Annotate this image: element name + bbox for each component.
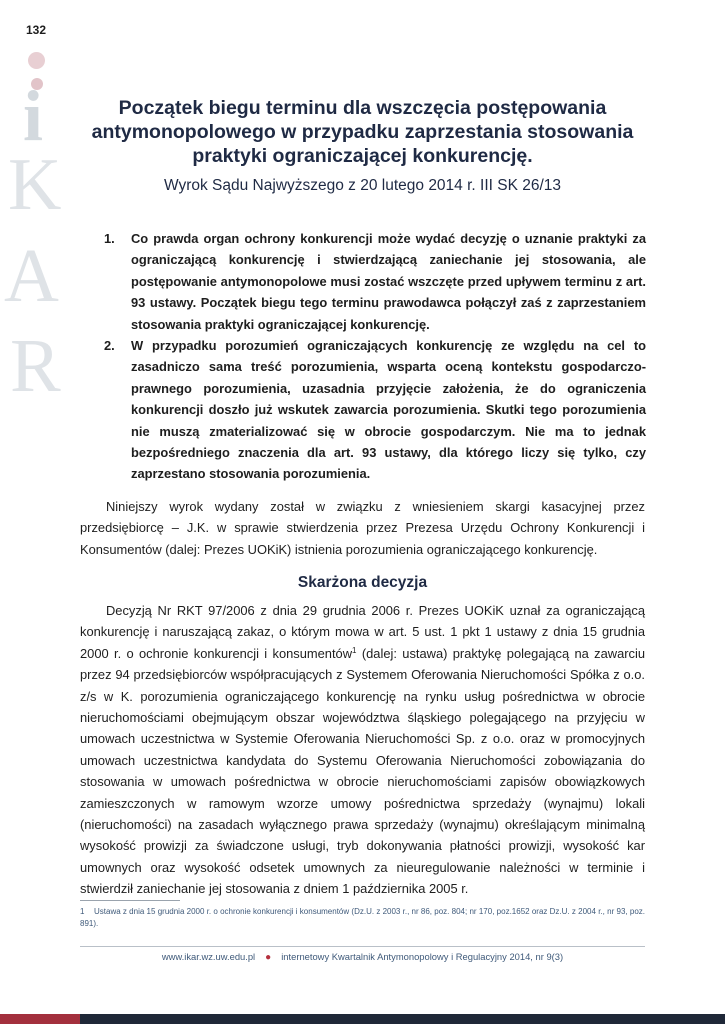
page-number: 132 xyxy=(26,23,47,37)
footnote-text: Ustawa z dnia 15 grudnia 2000 r. o ochronie konkurencji i konsumentów (Dz.U. z 2003 r., nr 86, poz. 804; nr 170, poz.1652 oraz Dz.U. z 2004 r., nr 93, poz. 891). xyxy=(80,907,645,928)
footnote-reference[interactable]: 1 xyxy=(352,645,357,655)
thesis-number: 2. xyxy=(104,338,115,354)
footer-divider xyxy=(80,946,645,947)
thesis-item xyxy=(104,335,646,485)
footer-url-link[interactable]: www.ikar.wz.uw.edu.pl xyxy=(161,951,256,962)
logo-letter-k: K xyxy=(8,144,62,226)
logo-letter-r: R xyxy=(10,324,61,408)
section-heading: Skarżona decyzja xyxy=(297,574,428,591)
footnote-divider xyxy=(80,900,180,901)
intro-paragraph: Niniejszy wyrok wydany został w związku z wniesieniem skargi kasacyjnej przez przedsiębiorcę – J.K. w sprawie stwierdzenia przez Prezesa Urzędu Ochrony Konkurencji i Konsumentów (dalej: Prezes UOKiK) istnienia porozumienia ograniczającego konkurencję. xyxy=(80,499,645,557)
ikar-logo xyxy=(0,40,90,420)
page-footer xyxy=(80,951,645,963)
logo-letter-a: A xyxy=(4,234,59,318)
thesis-text: Co prawda organ ochrony konkurencji może wydać decyzję o uznanie praktyki za ograniczającą konkurencję i stwierdzającą zaniechanie jej stosowania, ale postępowanie antymonopolowe musi zostać wszczęte przed upływem terminu z art. 93 ustawy. Początek biegu tego terminu prawodawca połączył zaś z zaprzestaniem stosowania praktyki ograniczającej konkurencję. xyxy=(131,231,646,332)
logo-dot xyxy=(28,52,45,69)
theses-list xyxy=(104,228,646,485)
thesis-item xyxy=(104,228,646,335)
footnote xyxy=(80,906,645,929)
thesis-number: 1. xyxy=(104,231,115,246)
section-text: Decyzją Nr RKT 97/2006 z dnia 29 grudnia 2006 r. Prezes UOKiK uznał za ograniczającą konkurencję i naruszającą zakaz, o którym mowa w art. 5 ust. 1 pkt 1 ustawy z dnia 15 grudnia 2000 r. o ochronie konkurencji i konsumentów xyxy=(80,603,645,661)
footer-bullet-icon: ● xyxy=(265,952,272,963)
bottom-dark-bar xyxy=(80,1014,725,1024)
section-text-continued: (dalej: ustawa) praktykę polegającą na zawarciu przez 94 przedsiębiorców współpracujących z Systemem Oferowania Nieruchomości Spółka z o.o. z/s w K. porozumienia ograniczającego konkurencję na rynku usług pośrednictwa w obrocie nieruchomościami obejmującym obszar województwa śląskiego polegającego na przyjęciu w umowach uczestnictwa w Systemie Oferowania Nieruchomości Sp. z o.o. oraz w promocyjnych umowach uczestnictwa kandydata do Systemu Oferowania Nieruchomości zobowiązania do stosowania w umowach pośrednictwa w obrocie nieruchomościami zapisów obowiązkowych zamieszczonych w ramowym wzorze umowy pośrednictwa sprzedaży (wynajmu) lokali (nieruchomości) na zasadach wyłącznego prawa sprzedaży (wynajmu) określającym minimalną wysokość prowizji za świadczone usługi, tryb dokonywania płatności prowizji, wysokość kar umownych oraz wysokość odsetek umownych za nieuregulowanie należności w terminie i stwierdził zaniechanie jej stosowania z dniem 1 października 2005 r. xyxy=(80,645,646,897)
article-subtitle: Wyrok Sądu Najwyższego z 20 lutego 2014 r. III SK 26/13 xyxy=(163,177,562,194)
footer-journal-name: internetowy Kwartalnik Antymonopolowy i Regulacyjny 2014, nr 9(3) xyxy=(281,951,564,962)
section-paragraph xyxy=(80,600,645,900)
thesis-text: W przypadku porozumień ograniczających konkurencję ze względu na cel to zasadniczo sama treść porozumienia, wsparta oceną kontekstu gospodarczo-prawnego porozumienia, uzasadnia przyjęcie założenia, że do ograniczenia konkurencji doszło już wskutek zawarcia porozumienia. Skutki tego porozumienia nie muszą zmaterializować się w obrocie gospodarczym. Nie ma to jednak bezpośredniego znaczenia dla art. 93 ustawy, dla którego liczy się tylko, czy zaprzestano stosowania porozumienia. xyxy=(131,338,646,482)
footnote-mark: 1 xyxy=(80,907,85,916)
bottom-accent-bar xyxy=(0,1014,80,1024)
article-title: Początek biegu terminu dla wszczęcia postępowania antymonopolowego w przypadku zaprzestania stosowania praktyki ograniczającej konkurencję. xyxy=(91,97,634,167)
logo-letter-i: i xyxy=(23,76,44,156)
